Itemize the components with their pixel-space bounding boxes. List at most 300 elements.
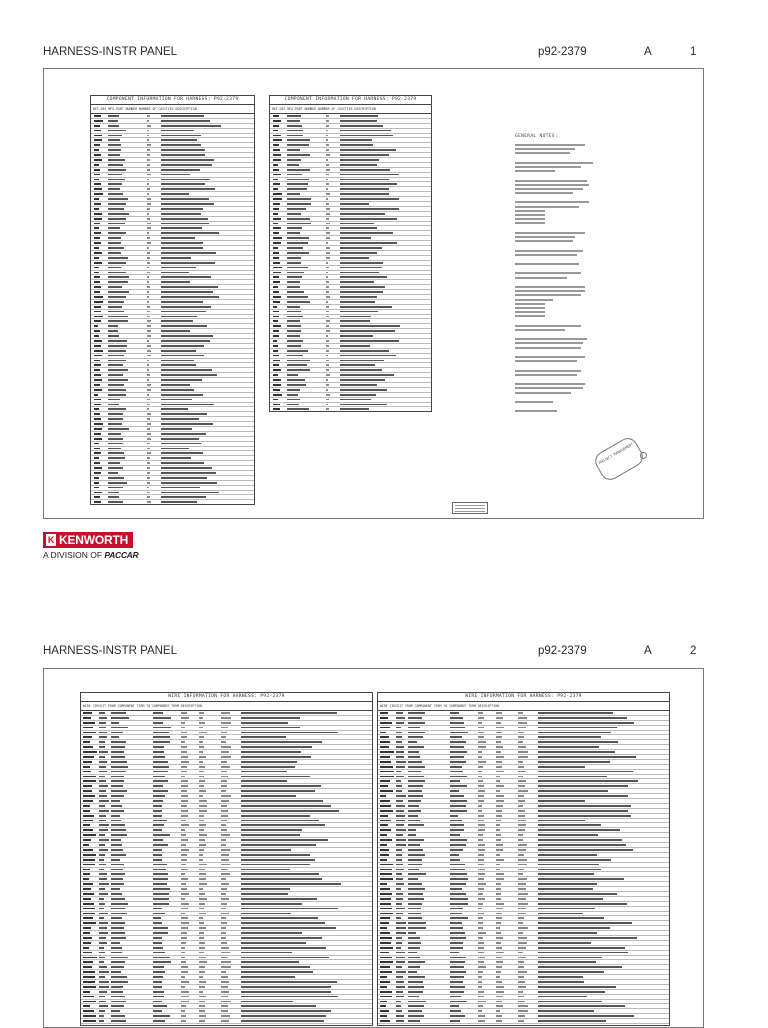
cell-text (108, 213, 129, 215)
cell-text (83, 996, 94, 998)
cell-text (538, 829, 620, 831)
cell-text (450, 854, 459, 856)
cell-text (518, 864, 527, 866)
cell-text (408, 785, 423, 787)
cell-text (496, 800, 504, 802)
cell-text (99, 966, 107, 968)
cell-text (147, 428, 150, 430)
cell-text (161, 188, 215, 190)
cell-text (287, 208, 306, 210)
cell-text (241, 927, 336, 929)
cell-text (111, 869, 123, 871)
cell-text (496, 883, 501, 885)
cell-text (538, 854, 597, 856)
cell-text (450, 795, 464, 797)
cell-text (161, 448, 189, 450)
cell-text (147, 399, 150, 401)
cell-text (287, 130, 303, 132)
cell-text (450, 932, 465, 934)
cell-text (478, 820, 484, 822)
wire-table-header: WIRE CIRCUIT FROM COMPONENT TERM TO COMPONENT TERM DESCRIPTION (378, 702, 669, 711)
cell-text (241, 883, 341, 885)
cell-text (221, 917, 226, 919)
cell-text (108, 340, 127, 342)
cell-text (83, 844, 89, 846)
cell-text (108, 193, 123, 195)
cell-text (496, 947, 502, 949)
cell-text (450, 820, 462, 822)
cell-text (83, 771, 91, 773)
cell-text (408, 722, 425, 724)
cell-text (287, 379, 305, 381)
cell-text (83, 800, 93, 802)
cell-text (538, 878, 624, 880)
cell-text (241, 898, 317, 900)
cell-text (147, 443, 150, 445)
cell-text (94, 335, 99, 337)
cell-text (161, 345, 204, 347)
cell-text (408, 820, 420, 822)
cell-text (450, 981, 463, 983)
cell-text (111, 966, 124, 968)
note-line (515, 201, 589, 203)
wire-table-rows (81, 711, 372, 1026)
cell-text (83, 795, 95, 797)
cell-text (273, 340, 277, 342)
cell-text (450, 727, 465, 729)
cell-text (518, 888, 526, 890)
cell-text (111, 839, 121, 841)
cell-text (518, 766, 524, 768)
cell-text (408, 908, 421, 910)
cell-text (287, 213, 301, 215)
cell-text (287, 227, 302, 229)
cell-text (287, 198, 311, 200)
cell-text (241, 864, 310, 866)
cell-text (408, 810, 421, 812)
cell-text (111, 898, 125, 900)
cell-text (273, 306, 277, 308)
cell-text (94, 423, 103, 425)
cell-text (99, 829, 108, 831)
component-table-left (90, 95, 255, 505)
cell-text (241, 795, 296, 797)
cell-text (340, 203, 369, 205)
page-number: 1 (690, 46, 697, 58)
cell-text (538, 952, 628, 954)
cell-text (287, 340, 303, 342)
cell-text (147, 467, 150, 469)
cell-text (326, 306, 329, 308)
cell-text (153, 922, 162, 924)
cell-text (518, 815, 525, 817)
cell-text (83, 859, 95, 861)
cell-text (518, 751, 528, 753)
cell-text (147, 232, 149, 234)
cell-text (396, 1025, 405, 1026)
cell-text (99, 1020, 104, 1022)
note-line (515, 232, 585, 234)
cell-text (181, 776, 185, 778)
cell-text (380, 883, 387, 885)
cell-text (94, 149, 99, 151)
cell-text (518, 849, 526, 851)
cell-text (94, 345, 101, 347)
cell-text (380, 981, 390, 983)
note-line (515, 254, 577, 256)
cell-text (538, 927, 610, 929)
cell-text (273, 139, 282, 141)
cell-text (478, 888, 484, 890)
cell-text (221, 824, 226, 826)
cell-text (153, 776, 165, 778)
cell-text (241, 957, 329, 959)
cell-text (518, 996, 524, 998)
cell-text (380, 888, 390, 890)
cell-text (83, 839, 91, 841)
cell-text (326, 389, 328, 391)
cell-text (478, 932, 486, 934)
note-line (515, 240, 573, 242)
cell-text (396, 736, 402, 738)
cell-text (380, 893, 392, 895)
cell-text (108, 325, 118, 327)
cell-text (287, 218, 310, 220)
cell-text (147, 301, 149, 303)
cell-text (450, 785, 467, 787)
cell-text (83, 927, 91, 929)
cell-text (518, 878, 527, 880)
cell-text (478, 780, 483, 782)
cell-text (221, 761, 227, 763)
cell-text (340, 242, 397, 244)
cell-text (340, 174, 399, 176)
cell-text (221, 751, 229, 753)
cell-text (326, 311, 329, 313)
cell-text (181, 932, 187, 934)
cell-text (538, 961, 596, 963)
cell-text (478, 908, 482, 910)
cell-text (450, 761, 466, 763)
cell-text (99, 717, 107, 719)
cell-text (221, 746, 231, 748)
cell-text (221, 903, 227, 905)
cell-text (478, 849, 485, 851)
cell-text (94, 262, 102, 264)
cell-text (108, 433, 121, 435)
cell-text (161, 272, 189, 274)
cell-text (478, 976, 482, 978)
cell-text (221, 844, 226, 846)
cell-text (94, 325, 98, 327)
cell-text (326, 149, 329, 151)
cell-text (326, 291, 329, 293)
cell-text (199, 839, 205, 841)
cell-text (83, 820, 93, 822)
cell-text (408, 878, 418, 880)
cell-text (153, 908, 162, 910)
cell-text (99, 859, 104, 861)
note-line (515, 392, 571, 394)
cell-text (108, 482, 127, 484)
cell-text (83, 898, 91, 900)
cell-text (111, 991, 123, 993)
cell-text (181, 927, 188, 929)
note-line (515, 170, 555, 172)
cell-text (450, 790, 459, 792)
cell-text (396, 869, 404, 871)
cell-text (181, 722, 185, 724)
cell-text (221, 1005, 228, 1007)
cell-text (408, 957, 420, 959)
page-number: 2 (690, 645, 697, 657)
cell-text (408, 1015, 424, 1017)
cell-text (181, 947, 185, 949)
cell-text (221, 829, 227, 831)
cell-text (241, 981, 337, 983)
cell-text (108, 281, 128, 283)
cell-text (396, 947, 401, 949)
cell-text (496, 986, 504, 988)
cell-text (94, 272, 99, 274)
cell-text (450, 732, 468, 734)
cell-text (340, 335, 373, 337)
cell-text (340, 301, 375, 303)
revision-letter: A (644, 46, 652, 58)
note-line (515, 214, 545, 216)
cell-text (94, 125, 100, 127)
cell-text (450, 878, 468, 880)
cell-text (147, 404, 150, 406)
cell-text (99, 873, 107, 875)
cell-text (478, 1020, 485, 1022)
cell-text (199, 727, 203, 729)
cell-text (538, 957, 602, 959)
cell-text (496, 942, 501, 944)
cell-text (273, 223, 278, 225)
cell-text (340, 311, 378, 313)
cell-text (94, 120, 103, 122)
cell-text (450, 913, 462, 915)
cell-text (153, 805, 162, 807)
cell-text (396, 785, 402, 787)
cell-text (396, 829, 406, 831)
cell-text (221, 913, 229, 915)
cell-text (111, 903, 128, 905)
cell-text (273, 198, 282, 200)
document-title: HARNESS-INSTR PANEL (43, 645, 177, 657)
cell-text (161, 369, 212, 371)
cell-text (450, 864, 465, 866)
cell-text (287, 144, 309, 146)
cell-text (380, 790, 393, 792)
cell-text (518, 736, 524, 738)
cell-text (496, 771, 504, 773)
cell-text (518, 717, 527, 719)
cell-text (478, 903, 483, 905)
cell-text (326, 223, 330, 225)
cell-text (94, 154, 101, 156)
cell-text (340, 267, 382, 269)
cell-text (408, 756, 420, 758)
cell-text (450, 829, 464, 831)
cell-text (241, 873, 319, 875)
cell-text (326, 296, 330, 298)
cell-text (181, 771, 187, 773)
cell-text (199, 800, 207, 802)
cell-text (161, 139, 197, 141)
cell-text (326, 203, 329, 205)
cell-text (181, 1010, 185, 1012)
cell-text (147, 242, 151, 244)
cell-text (221, 790, 226, 792)
cell-text (518, 927, 528, 929)
component-table-title: COMPONENT INFORMATION FOR HARNESS: P92-2379 (270, 96, 431, 105)
cell-text (538, 971, 604, 973)
cell-text (396, 888, 401, 890)
cell-text (287, 350, 308, 352)
cell-text (111, 952, 122, 954)
cell-text (496, 712, 502, 714)
cell-text (326, 257, 330, 259)
cell-text (287, 169, 310, 171)
cell-text (111, 785, 123, 787)
cell-text (538, 780, 638, 782)
cell-text (94, 320, 101, 322)
cell-text (161, 179, 210, 181)
cell-text (287, 404, 299, 406)
cell-text (99, 844, 105, 846)
cell-text (287, 164, 299, 166)
cell-text (199, 805, 207, 807)
cell-text (538, 766, 585, 768)
cell-text (153, 1020, 165, 1022)
cell-text (340, 257, 369, 259)
cell-text (99, 766, 106, 768)
cell-text (199, 932, 204, 934)
cell-text (147, 257, 150, 259)
cell-text (181, 810, 188, 812)
cell-text (94, 360, 100, 362)
note-line (515, 387, 583, 389)
cell-text (108, 438, 123, 440)
cell-text (83, 829, 93, 831)
cell-text (450, 717, 463, 719)
cell-text (221, 805, 227, 807)
cell-text (538, 873, 594, 875)
cell-text (408, 864, 422, 866)
cell-text (241, 986, 331, 988)
general-notes-title: GENERAL NOTES: (515, 134, 558, 139)
cell-text (94, 227, 99, 229)
cell-text (147, 501, 151, 503)
cell-text (94, 198, 99, 200)
cell-text (287, 360, 310, 362)
cell-text (241, 869, 290, 871)
cell-text (326, 355, 328, 357)
cell-text (518, 785, 525, 787)
cell-text (408, 927, 426, 929)
cell-text (181, 717, 189, 719)
cell-text (340, 120, 377, 122)
cell-text (153, 727, 171, 729)
cell-text (450, 1010, 461, 1012)
cell-text (326, 262, 328, 264)
cell-text (538, 805, 631, 807)
cell-text (199, 888, 203, 890)
cell-text (199, 834, 207, 836)
cell-text (83, 981, 95, 983)
cell-text (241, 922, 325, 924)
cell-text (94, 438, 102, 440)
cell-text (161, 164, 212, 166)
cell-text (538, 790, 608, 792)
cell-text (161, 135, 201, 137)
cell-text (478, 957, 485, 959)
cell-text (518, 1005, 528, 1007)
cell-text (396, 859, 402, 861)
cell-text (380, 947, 393, 949)
cell-text (450, 805, 466, 807)
cell-text (108, 443, 123, 445)
cell-text (326, 325, 329, 327)
cell-text (111, 824, 125, 826)
cell-text (161, 360, 194, 362)
cell-text (181, 957, 185, 959)
cell-text (83, 1001, 96, 1003)
cell-text (181, 1005, 186, 1007)
cell-text (340, 404, 387, 406)
cell-text (161, 286, 218, 288)
cell-text (161, 203, 214, 205)
cell-text (111, 722, 119, 724)
cell-text (94, 144, 100, 146)
cell-text (108, 291, 129, 293)
cell-text (161, 213, 201, 215)
cell-text (199, 893, 205, 895)
cell-text (518, 976, 524, 978)
cell-text (496, 785, 504, 787)
cell-text (181, 1001, 189, 1003)
cell-text (380, 761, 391, 763)
cell-text (181, 883, 186, 885)
cell-text (326, 360, 329, 362)
cell-text (94, 139, 102, 141)
cell-text (221, 771, 227, 773)
cell-text (518, 776, 523, 778)
cell-text (161, 399, 192, 401)
cell-text (496, 824, 500, 826)
cell-text (287, 384, 306, 386)
cell-text (450, 957, 466, 959)
cell-text (99, 922, 108, 924)
cell-text (340, 389, 387, 391)
cell-text (241, 805, 331, 807)
cell-text (450, 1015, 465, 1017)
cell-text (221, 859, 229, 861)
cell-text (99, 790, 106, 792)
cell-text (99, 722, 106, 724)
cell-text (273, 203, 280, 205)
cell-text (496, 732, 502, 734)
cell-text (408, 1020, 420, 1022)
cell-text (111, 712, 126, 714)
cell-text (326, 350, 329, 352)
cell-text (496, 873, 504, 875)
cell-text (221, 869, 228, 871)
cell-text (153, 800, 163, 802)
cell-text (111, 971, 121, 973)
